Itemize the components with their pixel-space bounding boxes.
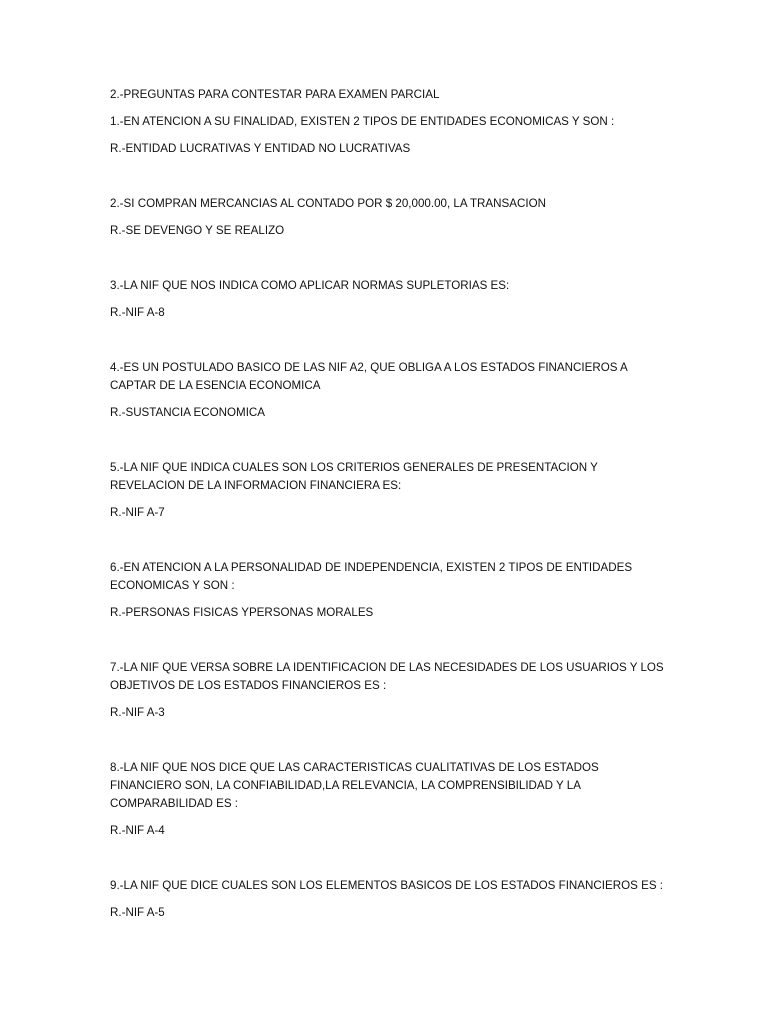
question-5: 5.-LA NIF QUE INDICA CUALES SON LOS CRITERIOS GENERALES DE PRESENTACION Y REVELACION DE LA INFORMACION FINANCIERA ES: <box>110 461 598 492</box>
qa-item-6 <box>110 559 665 622</box>
qa-item-3 <box>110 277 665 322</box>
paragraph-gap <box>110 158 665 195</box>
answer-7: R.-NIF A-3 <box>110 706 165 719</box>
qa-item-5 <box>110 459 665 522</box>
answer-4: R.-SUSTANCIA ECONOMICA <box>110 406 266 419</box>
question-6: 6.-EN ATENCION A LA PERSONALIDAD DE INDEPENDENCIA, EXISTEN 2 TIPOS DE ENTIDADES ECONOMICAS Y SON : <box>110 561 633 592</box>
question-2: 2.-SI COMPRAN MERCANCIAS AL CONTADO POR $ 20,000.00, LA TRANSACION <box>110 197 546 210</box>
question-8: 8.-LA NIF QUE NOS DICE QUE LAS CARACTERISTICAS CUALITATIVAS DE LOS ESTADOS FINANCIERO SON, LA CONFIABILIDAD,LA RELEVANCIA, LA COMPRENSIBILIDAD Y LA COMPARABILIDAD ES : <box>110 761 599 810</box>
document-heading: 2.-PREGUNTAS PARA CONTESTAR PARA EXAMEN PARCIAL <box>110 88 440 101</box>
paragraph-gap <box>110 622 665 659</box>
paragraph-gap <box>110 522 665 559</box>
paragraph-gap <box>110 840 665 877</box>
question-4: 4.-ES UN POSTULADO BASICO DE LAS NIF A2, QUE OBLIGA A LOS ESTADOS FINANCIEROS A CAPTAR DE LA ESENCIA ECONOMICA <box>110 361 628 392</box>
answer-6: R.-PERSONAS FISICAS YPERSONAS MORALES <box>110 606 374 619</box>
qa-item-7 <box>110 659 665 722</box>
qa-item-2 <box>110 195 665 240</box>
paragraph-gap <box>110 422 665 459</box>
answer-1: R.-ENTIDAD LUCRATIVAS Y ENTIDAD NO LUCRATIVAS <box>110 142 411 155</box>
paragraph-gap <box>110 722 665 759</box>
answer-3: R.-NIF A-8 <box>110 306 165 319</box>
paragraph-gap <box>110 240 665 277</box>
document-page <box>110 86 665 922</box>
paragraph-gap <box>110 322 665 359</box>
answer-9: R.-NIF A-5 <box>110 906 165 919</box>
question-9: 9.-LA NIF QUE DICE CUALES SON LOS ELEMENTOS BASICOS DE LOS ESTADOS FINANCIEROS ES : <box>110 879 663 892</box>
question-1: 1.-EN ATENCION A SU FINALIDAD, EXISTEN 2 TIPOS DE ENTIDADES ECONOMICAS Y SON : <box>110 115 615 128</box>
answer-8: R.-NIF A-4 <box>110 824 165 837</box>
answer-5: R.-NIF A-7 <box>110 506 165 519</box>
qa-item-8 <box>110 759 665 840</box>
qa-item-1 <box>110 113 665 158</box>
qa-item-4 <box>110 359 665 422</box>
question-7: 7.-LA NIF QUE VERSA SOBRE LA IDENTIFICACION DE LAS NECESIDADES DE LOS USUARIOS Y LOS OBJETIVOS DE LOS ESTADOS FINANCIEROS ES : <box>110 661 664 692</box>
qa-item-9 <box>110 877 665 922</box>
answer-2: R.-SE DEVENGO Y SE REALIZO <box>110 224 285 237</box>
question-3: 3.-LA NIF QUE NOS INDICA COMO APLICAR NORMAS SUPLETORIAS ES: <box>110 279 510 292</box>
